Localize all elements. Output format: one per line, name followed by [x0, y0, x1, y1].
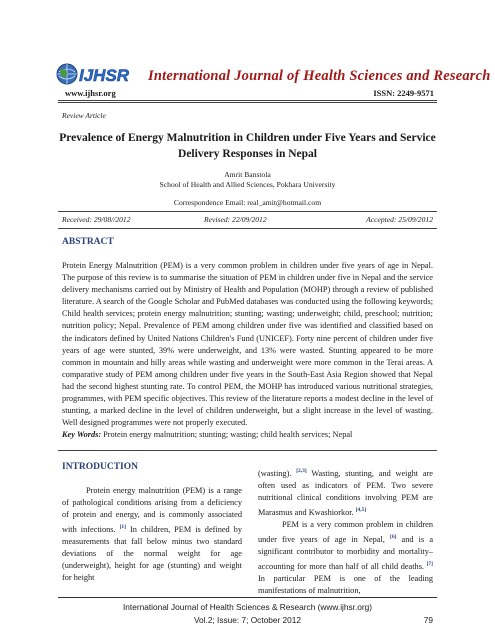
logo-text: IJHSR [79, 66, 130, 85]
citation-ref[interactable]: [7] [426, 560, 433, 567]
citation-ref[interactable]: [4,5] [355, 507, 367, 514]
journal-logo [56, 62, 134, 86]
article-type: Review Article [62, 111, 106, 120]
header-rule-double [58, 102, 437, 103]
intro-paragraph: Protein energy malnutrition (PEM) is a range of pathological conditions arising from a deficiency of protein and energy, and is commonly associated with infections. [1] In children, PEM is defined by measurements that fall below minus two standard deviations of the normal weight for age (underweight), height for age (stunting) and weight for height [62, 486, 242, 583]
abstract-heading: ABSTRACT [62, 237, 114, 247]
keywords-text: Protein energy malnutrition; stunting; wasting; child health services; Nepal [101, 430, 353, 440]
citation-ref[interactable]: [2,3] [296, 468, 307, 474]
citation-ref[interactable]: [1] [119, 524, 126, 531]
introduction-heading: INTRODUCTION [62, 462, 139, 472]
abstract-text: Protein Energy Malnutrition (PEM) is a very common problem in children under five years of age in Nepal. The purpose of this review is to summarise the situation of PEM in children under five in Nepal and the service delivery mechanisms carried out by Ministry of Health and Population (MOHP) through a review of published literature. A search of the Google Scholar and PubMed databases was conducted using the following keywords; Child health services; protein energy malnutrition; stunting; wasting; underweight; child, preschool; nutrition; nutrition policy; Nepal. Prevalence of PEM among children under five was identified and classified based on the indicators defined by United Nations Children's Fund (UNICEF). Forty nine percent of children under five years of age were stunted, 39% were underweight, and 13% were wasted. Stunting appeared to be more common in mountain and hilly areas while wasting and underweight were more common in the Terai areas. A comparative study of PEM among children under five years in the South-East Asia Region showed that Nepal had the second highest stunting rate. To control PEM, the MOHP has introduced various nutritional strategies, programmes, with PEM specific objectives. This review of the literature reports a modest decline in the level of stunting, a marked decline in the level of children underweight, but a slight increase in the level of wasting. Well designed programmes were not properly executed. [62, 261, 433, 428]
author-affiliation: School of Health and Allied Sciences, Pokhara University [159, 180, 336, 189]
keywords-label: Key Words: [62, 430, 102, 440]
journal-title: International Journal of Health Sciences and Research [148, 68, 491, 84]
intro-paragraph: PEM is a very common problem in children under five years of age in Nepal, [6] and is a significant contributor to morbidity and mortality– accounting for more than half of all child deaths. [7] In particular PEM is one of the leading manifestations of malnutrition, [258, 519, 433, 595]
footer-rule [58, 597, 437, 598]
date-received: Received: 29/08//2012 [62, 215, 131, 224]
abstract-rule [58, 450, 437, 451]
author-name: Amrit Banstola [224, 170, 271, 179]
article-title: Prevalence of Energy Malnutrition in Children under Five Years and Service Delivery Responses in Nepal [59, 132, 436, 160]
header-rule [58, 100, 437, 101]
dates-rule-top [58, 211, 437, 212]
footer-journal: International Journal of Health Sciences & Research (www.ijhsr.org) [122, 602, 373, 612]
journal-url[interactable]: www.ijhsr.org [65, 88, 116, 98]
correspondence-email[interactable]: Correspondence Email: real_amit@hotmail.com [173, 198, 322, 207]
date-revised: Revised: 22/09/2012 [204, 215, 267, 224]
issn-label: ISSN: 2249-9571 [373, 88, 434, 98]
dates-rule-bottom [58, 228, 437, 229]
abstract-body [62, 260, 433, 441]
page-number: 79 [423, 615, 433, 625]
footer-issue: Vol.2; Issue: 7; October 2012 [193, 615, 301, 625]
citation-ref[interactable]: [6] [389, 534, 397, 540]
intro-column-left [62, 485, 242, 585]
date-accepted: Accepted: 25/09/2012 [366, 215, 433, 224]
intro-column-right: (wasting). [2,3] Wasting, stunting, and weight are often used as indicators of PEM. Two severe nutritional clinical conditions involving PEM are Marasmus and Kwashiorkor. [4,5] PEM is a very common problem in children under five years of age in Nepal, [6] and is a significant contributor to morbidity and mortality– accounting for more than half of all child deaths. [7] In particular PEM is one of the leading manifestations of malnutrition, [258, 465, 433, 597]
